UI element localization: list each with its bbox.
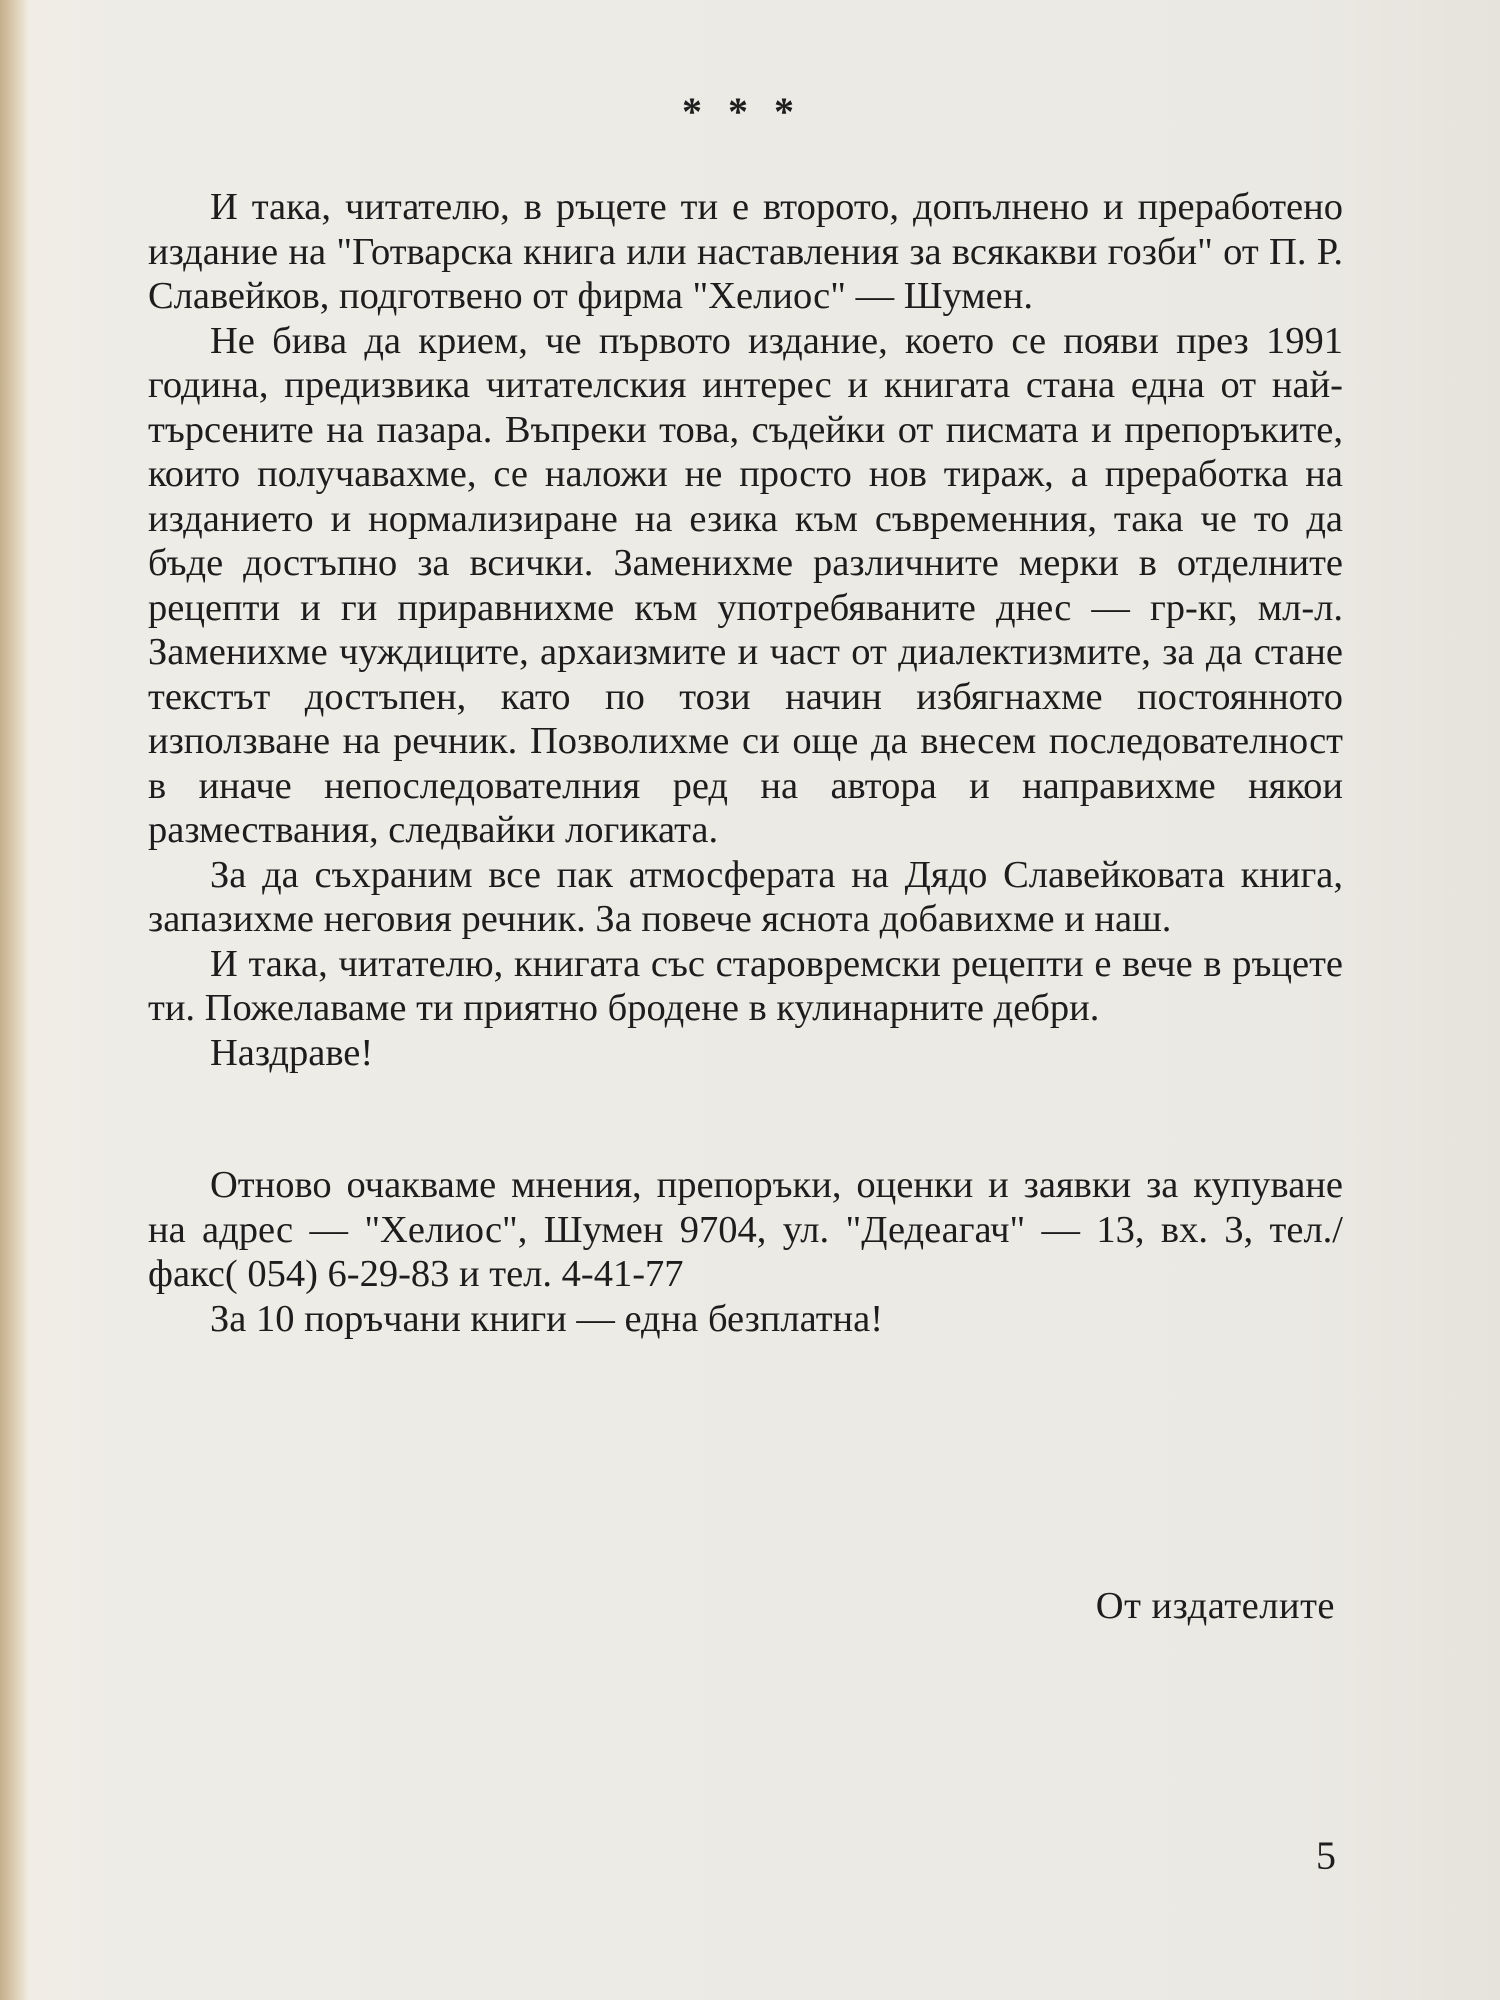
paragraph-cheers: Наздраве! (210, 1031, 374, 1074)
paragraph-atmosphere: За да съхраним все пак атмосферата на Дядо Славейковата книга, запазихме неговия речник. За повече яснота добавихме и наш. (148, 853, 1343, 940)
contact-paragraph: Отново очакваме мнения, препоръки, оценки и заявки за купуване на адрес — "Хелиос", Шумен 9704, ул. "Дедеагач" — 13, вх. 3, тел./факс( 054) 6-29-83 и тел. 4-41-77 (148, 1164, 1343, 1295)
paragraph-wishes: И така, читателю, книгата със старовремски рецепти е вече в ръцете ти. Пожелаваме ти приятно бродене в кулинарните дебри. (148, 942, 1343, 1029)
page-gutter-shadow (0, 0, 28, 2000)
paragraph-gap (148, 1075, 1343, 1163)
paragraph-first-edition: Не бива да крием, че първото издание, което се появи през 1991 година, предизвика читателския интерес и книгата стана една от най-търсените на пазара. Въпреки това, съдейки от писмата и препоръките, които получавахме, се наложи не просто нов тираж, а преработка на изданието и нормализиране на езика към съвременния, така че то да бъде достъпно за всички. Заменихме различните мерки в отделните рецепти и ги приравнихме към употребяваните днес — гр-кг, мл-л. Заменихме чуждиците, архаизмите и част от диалектизмите, за да стане текстът достъпен, като по този начин избягнахме постоянното използване на речник. Позволихме си още да внесем последователност в иначе непоследователния ред на автора и направихме някои размествания, следвайки логиката. (148, 319, 1343, 851)
page-number: 5 (1316, 1833, 1336, 1878)
section-separator: * * * (682, 89, 802, 134)
paragraph-intro: И така, читателю, в ръцете ти е второто, допълнено и преработено издание на "Готварска книга или наставления за всякакви гозби" от П. Р. Славейков, подготвено от фирма "Хелиос" — Шумен. (148, 186, 1343, 317)
main-text (148, 185, 1343, 1341)
publishers-signature: От издателите (1095, 1585, 1335, 1627)
offer-line: За 10 поръчани книги — една безплатна! (210, 1297, 884, 1340)
